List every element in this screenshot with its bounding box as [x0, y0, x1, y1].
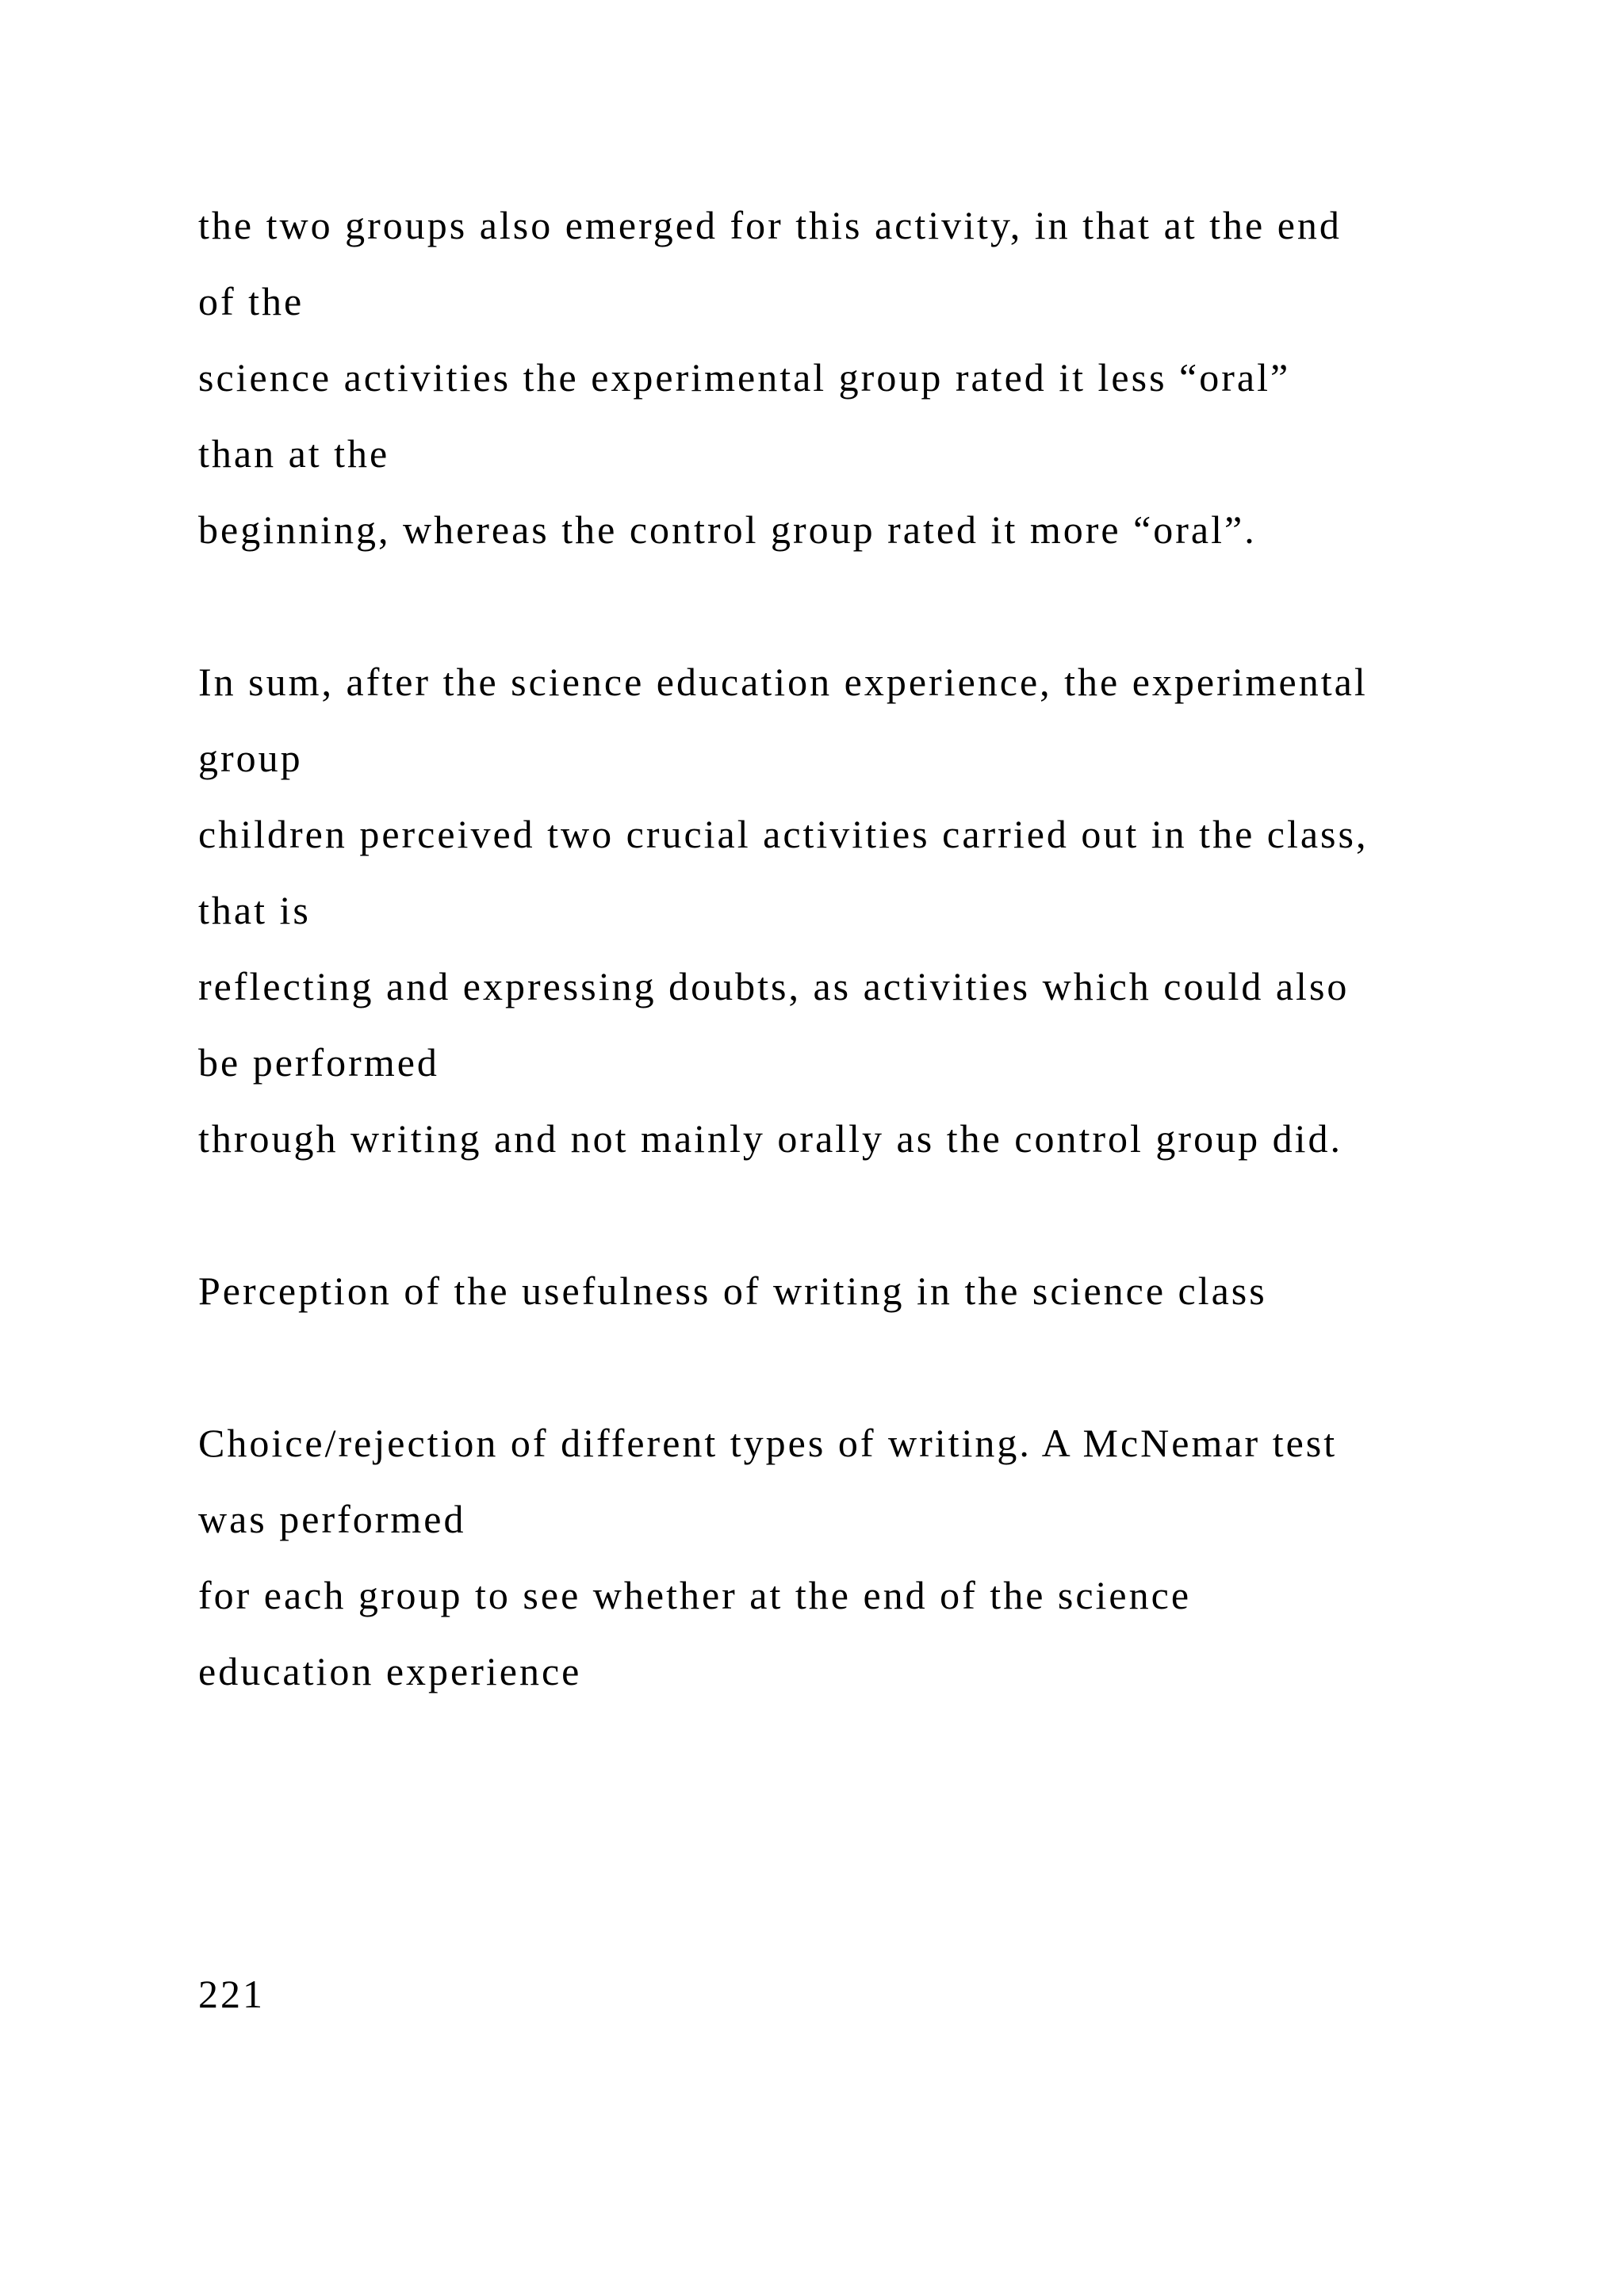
body-text — [198, 187, 1499, 1709]
paragraph-spacer — [198, 568, 1499, 644]
paragraph-spacer — [198, 1177, 1499, 1253]
text-line: through writing and not mainly orally as the control group did. — [198, 1116, 1342, 1161]
heading-line: Perception of the usefulness of writing in the science class — [198, 1269, 1267, 1313]
text-line: the two groups also emerged for this activity, in that at the end — [198, 203, 1342, 247]
paragraph-1 — [198, 187, 1499, 568]
text-line: be performed — [198, 1040, 439, 1085]
text-line: of the — [198, 279, 304, 323]
text-line: children perceived two crucial activities carried out in the class, — [198, 812, 1369, 856]
text-line: science activities the experimental group rated it less “oral” — [198, 355, 1291, 400]
text-line: than at the — [198, 431, 390, 476]
text-line: education experience — [198, 1649, 582, 1693]
text-line: that is — [198, 888, 311, 932]
text-line: group — [198, 736, 303, 780]
paragraph-3 — [198, 1405, 1499, 1709]
page-number: 221 — [198, 1972, 265, 2016]
text-line: In sum, after the science education experience, the experimental — [198, 660, 1368, 704]
text-line: beginning, whereas the control group rated it more “oral”. — [198, 507, 1257, 552]
text-line: for each group to see whether at the end of the science — [198, 1573, 1192, 1617]
text-line: was performed — [198, 1497, 466, 1541]
text-line: Choice/rejection of different types of writing. A McNemar test — [198, 1421, 1338, 1465]
text-line: reflecting and expressing doubts, as activities which could also — [198, 964, 1350, 1008]
section-heading — [198, 1253, 1499, 1329]
paragraph-spacer — [198, 1329, 1499, 1405]
paragraph-2 — [198, 644, 1499, 1177]
